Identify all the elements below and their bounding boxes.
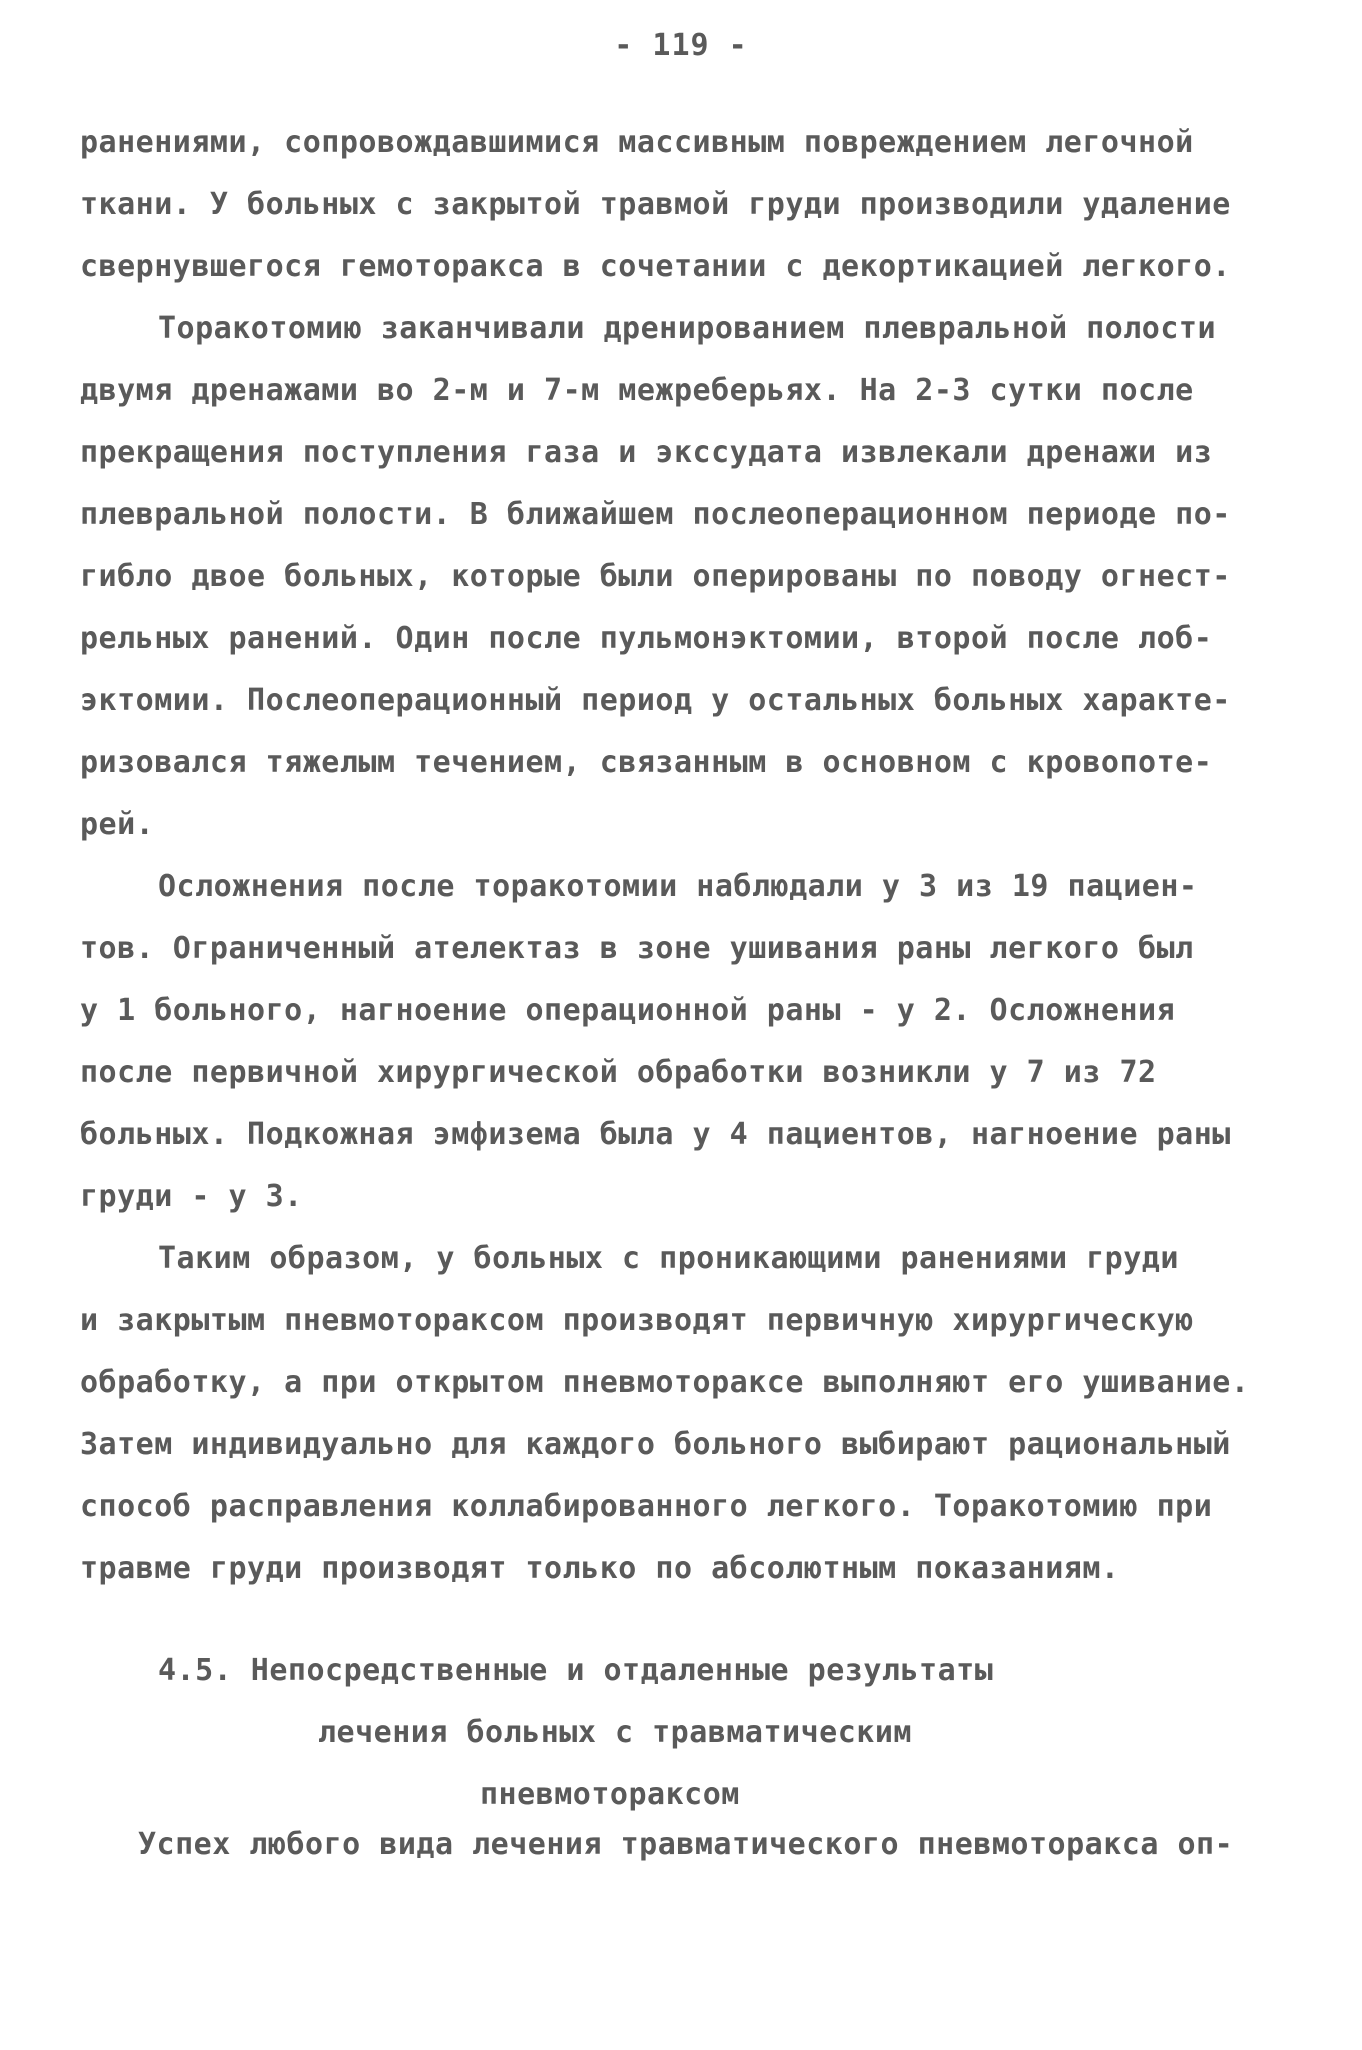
section-heading (0, 1640, 1362, 1826)
text-line: прекращения поступления газа и экссудата извлекали дренажи из (80, 435, 1213, 470)
body-text (80, 112, 1280, 1600)
text-line: ранениями, сопровождавшимися массивным повреждением легочной (80, 125, 1194, 160)
text-line: рей. (80, 807, 155, 842)
text-line: свернувшегося гемоторакса в сочетании с декортикацией легкого. (80, 249, 1231, 284)
text-line: двумя дренажами во 2-м и 7-м межреберьях. На 2-3 сутки после (80, 373, 1194, 408)
section-heading-line-2: лечения больных с травматическим (318, 1715, 912, 1750)
text-line: способ расправления коллабированного легкого. Торакотомию при (80, 1489, 1213, 1524)
text-line: груди - у 3. (80, 1179, 303, 1214)
page-number: - 119 - (614, 28, 748, 63)
text-line: травме груди производят только по абсолютным показаниям. (80, 1551, 1120, 1586)
text-line: и закрытым пневмотораксом производят первичную хирургическую (80, 1303, 1194, 1338)
text-line: гибло двое больных, которые были оперированы по поводу огнест- (80, 559, 1231, 594)
text-line: ткани. У больных с закрытой травмой груди производили удаление (80, 187, 1231, 222)
text-line: эктомии. Послеоперационный период у остальных больных характе- (80, 683, 1231, 718)
text-line: больных. Подкожная эмфизема была у 4 пациентов, нагноение раны (80, 1117, 1231, 1152)
text-line: после первичной хирургической обработки возникли у 7 из 72 (80, 1055, 1157, 1090)
final-paragraph (0, 1814, 1362, 1876)
section-heading-line-3: пневмотораксом (480, 1777, 740, 1812)
final-paragraph-line: Успех любого вида лечения травматического пневмоторакса оп- (138, 1827, 1234, 1862)
text-line: плевральной полости. В ближайшем послеоперационном периоде по- (80, 497, 1231, 532)
text-line: Затем индивидуально для каждого больного выбирают рациональный (80, 1427, 1231, 1462)
text-line: обработку, а при открытом пневмотораксе выполняют его ушивание. (80, 1365, 1250, 1400)
text-line: тов. Ограниченный ателектаз в зоне ушивания раны легкого был (80, 931, 1194, 966)
text-line: рельных ранений. Один после пульмонэктомии, второй после лоб- (80, 621, 1213, 656)
section-heading-line-1: 4.5. Непосредственные и отдаленные результаты (158, 1653, 994, 1688)
text-line: Таким образом, у больных с проникающими ранениями груди (158, 1241, 1179, 1276)
text-line: у 1 больного, нагноение операционной раны - у 2. Осложнения (80, 993, 1176, 1028)
text-line: ризовался тяжелым течением, связанным в основном с кровопоте- (80, 745, 1213, 780)
text-line: Осложнения после торакотомии наблюдали у 3 из 19 пациен- (158, 869, 1198, 904)
text-line: Торакотомию заканчивали дренированием плевральной полости (158, 311, 1217, 346)
